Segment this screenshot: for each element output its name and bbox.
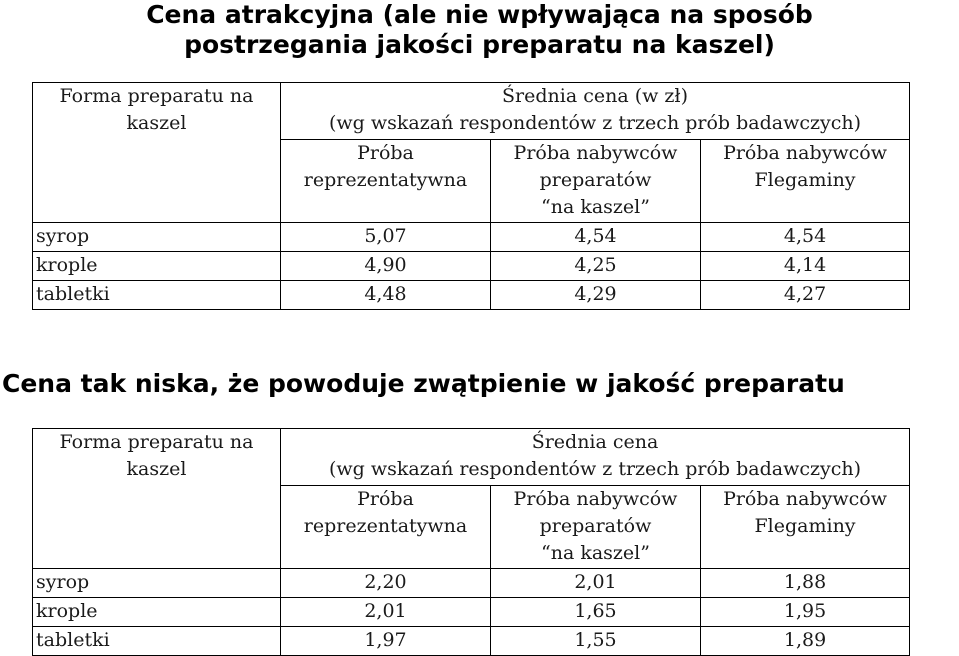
header-average-price: Średnia cena (w zł) (wg wskazań respondentów z trzech prób badawczych)	[281, 83, 910, 140]
row-value-flegamina-buyers: 1,89	[701, 627, 910, 656]
price-table-too-low	[32, 428, 910, 656]
price-table-attractive	[32, 82, 910, 310]
heading-attractive-price	[0, 0, 959, 60]
row-value-representative: 4,90	[281, 252, 491, 281]
row-form: syrop	[33, 569, 281, 598]
row-value-flegamina-buyers: 4,14	[701, 252, 910, 281]
table-row	[33, 598, 910, 627]
row-value-cough-buyers: 1,65	[491, 598, 701, 627]
row-value-representative: 1,97	[281, 627, 491, 656]
header-sample-cough-buyers: Próba nabywców preparatów “na kaszel”	[491, 486, 701, 569]
row-value-cough-buyers: 4,54	[491, 223, 701, 252]
header-sample-flegamina-buyers: Próba nabywców Flegaminy	[701, 140, 910, 223]
row-value-representative: 2,20	[281, 569, 491, 598]
header-sample-representative: Próba reprezentatywna	[281, 140, 491, 223]
row-value-flegamina-buyers: 1,95	[701, 598, 910, 627]
row-value-cough-buyers: 4,29	[491, 281, 701, 310]
row-form: syrop	[33, 223, 281, 252]
heading-line-1: Cena atrakcyjna (ale nie wpływająca na sposób	[146, 0, 813, 29]
row-form: krople	[33, 252, 281, 281]
row-value-cough-buyers: 4,25	[491, 252, 701, 281]
table-row	[33, 281, 910, 310]
row-value-representative: 2,01	[281, 598, 491, 627]
heading-line-2: postrzegania jakości preparatu na kaszel)	[184, 30, 775, 59]
table-row	[33, 252, 910, 281]
header-sample-flegamina-buyers: Próba nabywców Flegaminy	[701, 486, 910, 569]
row-value-flegamina-buyers: 1,88	[701, 569, 910, 598]
row-value-representative: 4,48	[281, 281, 491, 310]
row-form: tabletki	[33, 627, 281, 656]
header-average-price: Średnia cena (wg wskazań respondentów z trzech prób badawczych)	[281, 429, 910, 486]
row-value-cough-buyers: 2,01	[491, 569, 701, 598]
header-sample-cough-buyers: Próba nabywców preparatów “na kaszel”	[491, 140, 701, 223]
row-value-cough-buyers: 1,55	[491, 627, 701, 656]
heading-too-low-price: Cena tak niska, że powoduje zwątpienie w jakość preparatu	[2, 369, 845, 398]
row-form: tabletki	[33, 281, 281, 310]
table-row	[33, 627, 910, 656]
row-value-flegamina-buyers: 4,54	[701, 223, 910, 252]
row-form: krople	[33, 598, 281, 627]
header-form: Forma preparatu na kaszel	[33, 429, 281, 569]
table-row	[33, 223, 910, 252]
row-value-flegamina-buyers: 4,27	[701, 281, 910, 310]
header-sample-representative: Próba reprezentatywna	[281, 486, 491, 569]
table-row	[33, 569, 910, 598]
row-value-representative: 5,07	[281, 223, 491, 252]
header-form: Forma preparatu na kaszel	[33, 83, 281, 223]
